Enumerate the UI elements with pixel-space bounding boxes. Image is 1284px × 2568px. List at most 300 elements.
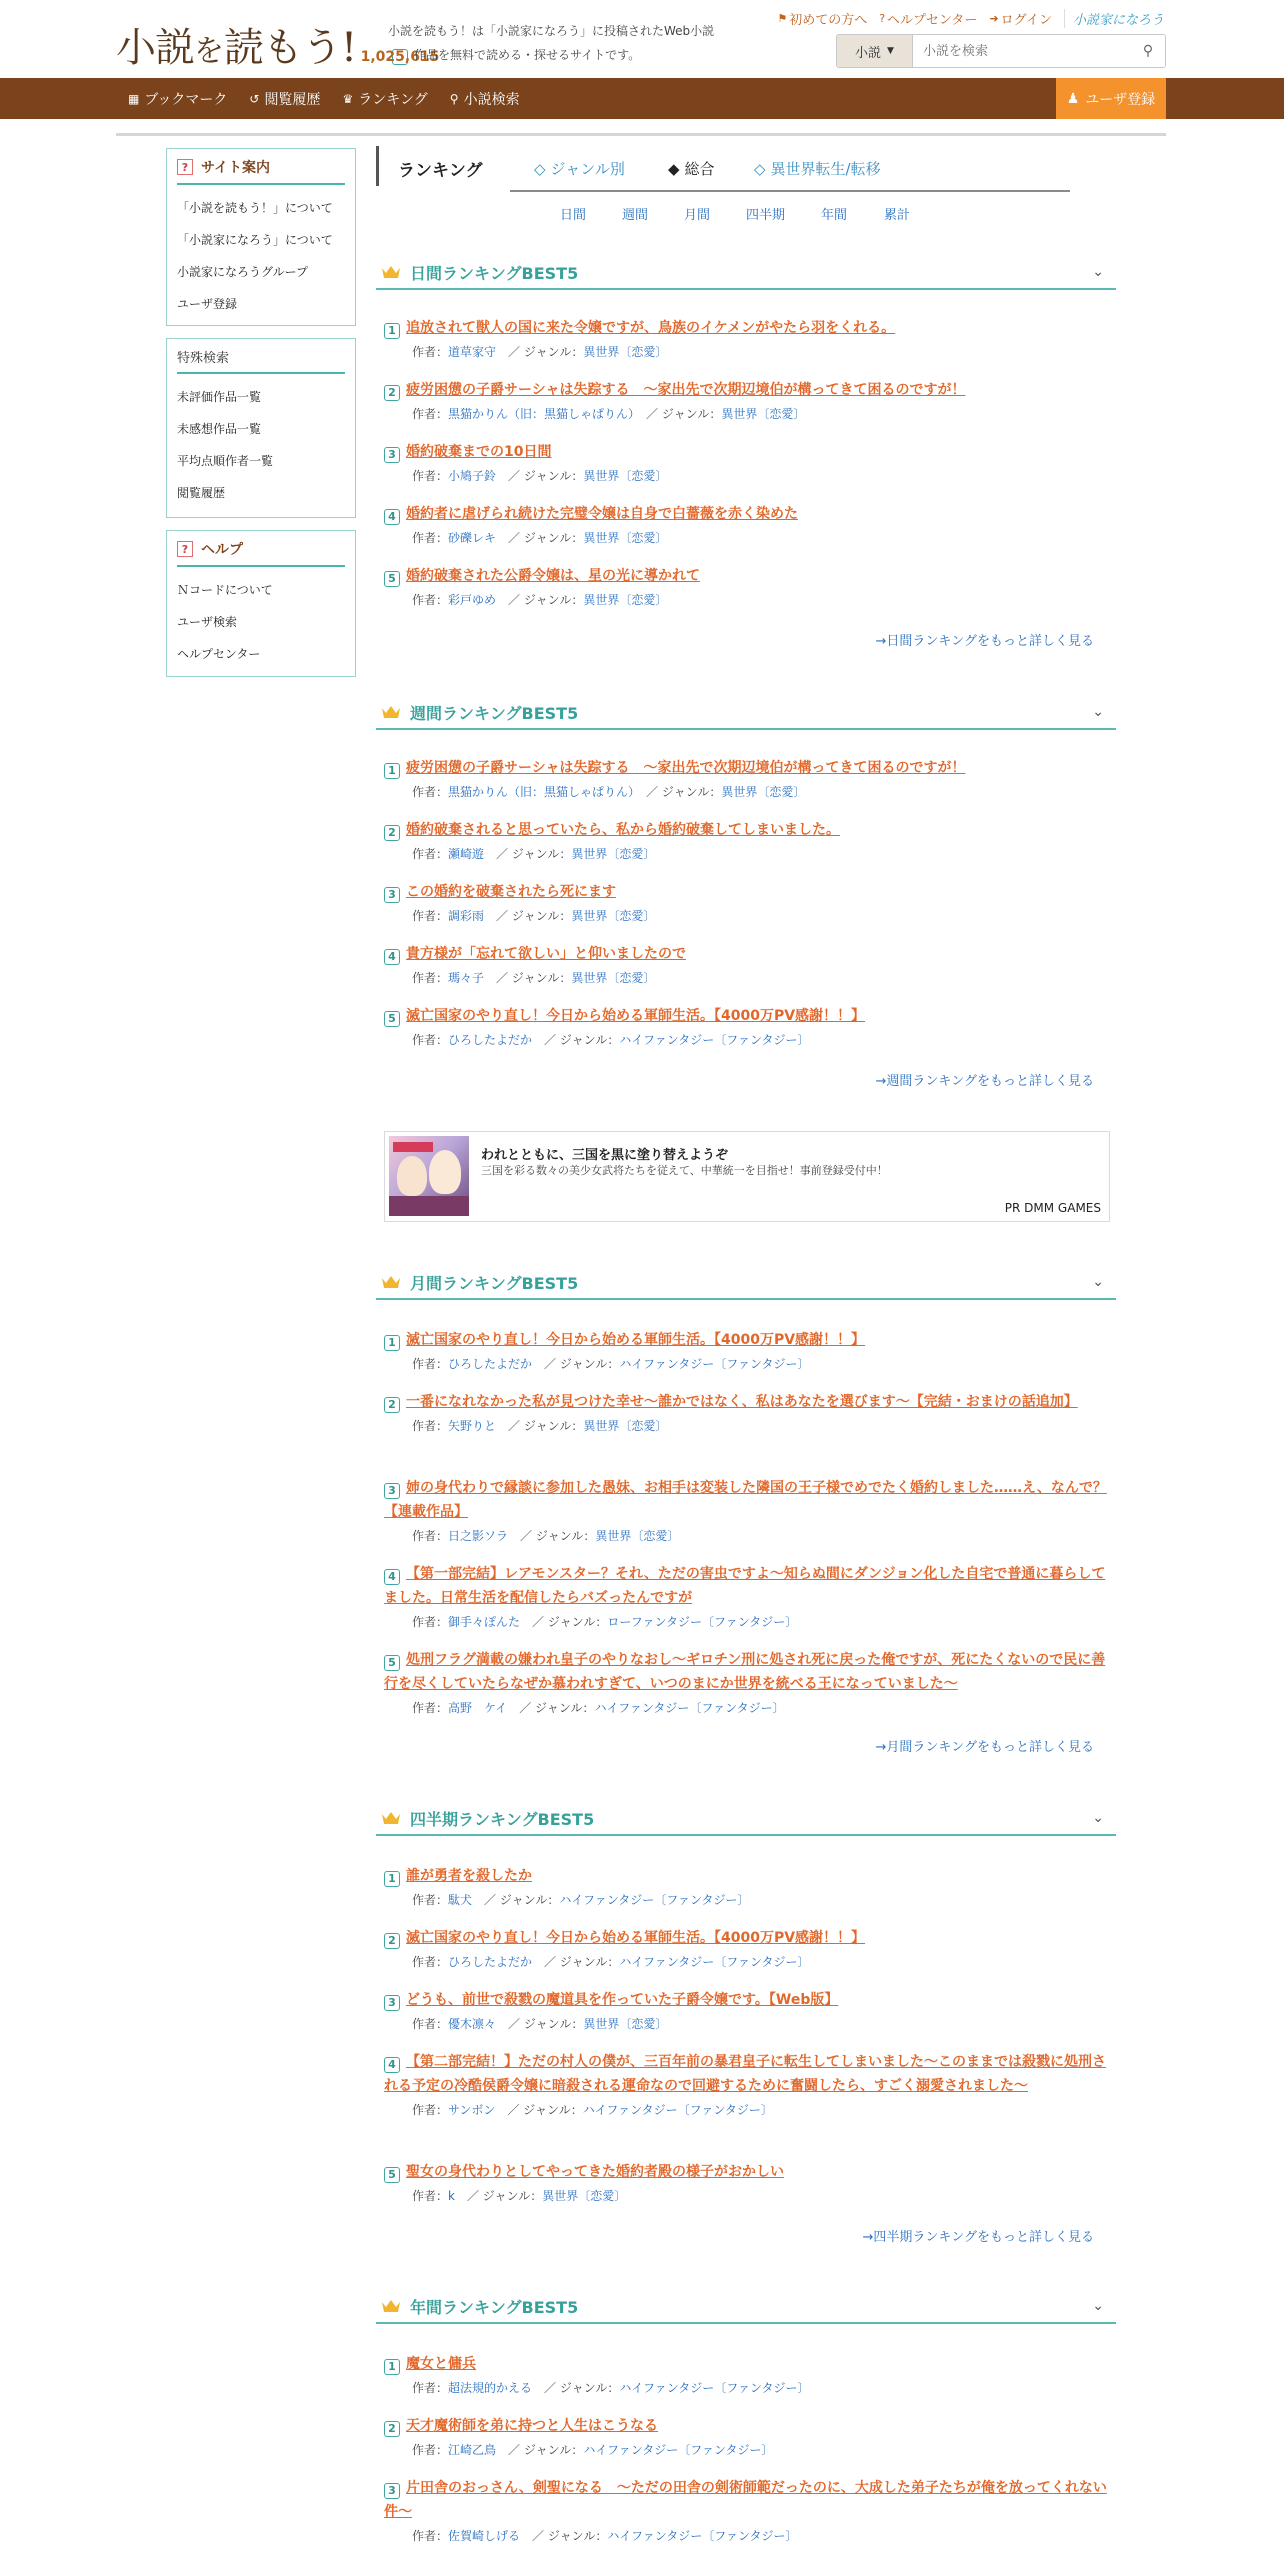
sidebar-special-search: [166, 338, 356, 518]
novel-title-link[interactable]: 婚約破棄されると思っていたら、私から婚約破棄してしまいました。: [406, 822, 840, 838]
logo-main: 小説: [116, 25, 194, 71]
genre-link[interactable]: 異世界〔恋愛〕: [721, 785, 806, 799]
diamond-outline-icon: ◇: [534, 159, 546, 178]
ranking-entry: [384, 880, 1110, 926]
login-icon: ➜: [989, 12, 999, 25]
rank-badge: 1: [384, 2359, 400, 2375]
rank-badge: 3: [384, 1995, 400, 2011]
ranking-tabs: [376, 146, 1096, 192]
entry-meta: [412, 968, 1110, 988]
author-label: 作者：: [412, 785, 449, 799]
ranking-entry: [384, 1004, 1110, 1050]
rank-badge: 1: [384, 323, 400, 339]
author-link[interactable]: 江崎乙鳥: [448, 2443, 497, 2457]
genre-label: ／ ジャンル：: [508, 469, 584, 483]
genre-link[interactable]: ハイファンタジー〔ファンタジー〕: [619, 2381, 810, 2395]
author-link[interactable]: 瀬崎遊: [448, 847, 485, 861]
more-daily-link[interactable]: →日間ランキングをもっと詳しく見る: [875, 634, 1094, 649]
novel-title-link[interactable]: どうも、前世で殺戮の魔道具を作っていた子爵令嬢です。【Web版】: [406, 1992, 839, 2008]
ranking-entry: [384, 2414, 1110, 2460]
search-type-value: 小説: [855, 45, 882, 61]
author-link[interactable]: 日之影ソラ: [448, 1529, 509, 1543]
sidebar-item-no-impressions[interactable]: 未感想作品一覧: [177, 421, 262, 436]
entry-meta: [412, 2014, 1110, 2034]
genre-label: ／ ジャンル：: [544, 1357, 620, 1371]
nav-divider: [116, 133, 1166, 136]
novel-title-link[interactable]: 魔女と傭兵: [406, 2356, 476, 2372]
author-label: 作者：: [412, 407, 449, 421]
tab-genre[interactable]: [534, 158, 625, 179]
nav-bookmark[interactable]: [128, 89, 227, 109]
genre-label: ／ ジャンル：: [507, 2103, 583, 2117]
sidebar-help: [166, 530, 356, 677]
beginners-link[interactable]: [777, 9, 867, 28]
novel-title-link[interactable]: 【第二部完結！】ただの村人の僕が、三百年前の暴君皇子に転生してしまいました～このままでは殺戮に処刑される予定の冷酷侯爵令嬢に暗殺される運命なので回避するために奮闘したら、すごく溺愛されました～: [384, 2054, 1106, 2094]
author-label: 作者：: [412, 345, 449, 359]
genre-label: ／ ジャンル：: [508, 2443, 584, 2457]
ranking-entry: [384, 1864, 1110, 1910]
ranking-entry: [384, 942, 1110, 988]
ad-description: 三国を彩る数々の美少女武将たちを従えて、中華統一を目指せ！事前登録受付中！: [481, 1164, 888, 1177]
section-title: 月間ランキングBEST5: [410, 1273, 579, 1293]
genre-link[interactable]: ローファンタジー〔ファンタジー〕: [607, 1615, 798, 1629]
sidebar-item-history[interactable]: 閲覧履歴: [177, 485, 226, 500]
crown-icon: [380, 703, 402, 721]
crown-icon: [380, 263, 402, 281]
period-monthly[interactable]: 月間: [684, 208, 711, 223]
ranking-entry: [384, 1390, 1110, 1436]
section-header[interactable]: [376, 256, 1116, 290]
author-link[interactable]: 瑪々子: [448, 971, 485, 985]
novel-title-link[interactable]: 【第一部完結】レアモンスター？それ、ただの害虫ですよ～知らぬ間にダンジョン化した自宅で普通に暮らしてました。日常生活を配信したらバズったんですが: [384, 1566, 1106, 1606]
author-link[interactable]: ひろしたよだか: [448, 1357, 533, 1371]
tab-overall[interactable]: [668, 158, 715, 179]
genre-label: ／ ジャンル：: [544, 1033, 620, 1047]
genre-label: ／ ジャンル：: [646, 785, 722, 799]
ranking-title: ランキング: [398, 161, 483, 181]
genre-link[interactable]: 異世界〔恋愛〕: [583, 1419, 668, 1433]
author-label: 作者：: [412, 2017, 449, 2031]
novel-title-link[interactable]: 滅亡国家のやり直し！今日から始める軍師生活。【4000万PV感謝！！】: [406, 1008, 866, 1024]
genre-link[interactable]: 異世界〔恋愛〕: [583, 531, 668, 545]
sidebar-item-user-search[interactable]: ユーザ検索: [177, 614, 238, 629]
list-icon: ▦: [128, 91, 140, 106]
chevron-down-icon[interactable]: ⌄: [1092, 1810, 1104, 1826]
novel-title-link[interactable]: 追放されて獣人の国に来た令嬢ですが、鳥族のイケメンがやたら羽をくれる。: [406, 320, 896, 336]
entry-meta: [412, 590, 1110, 610]
chevron-down-icon[interactable]: ⌄: [1092, 704, 1104, 720]
genre-label: ／ ジャンル：: [508, 2017, 584, 2031]
genre-link[interactable]: 異世界〔恋愛〕: [542, 2189, 627, 2203]
section-header[interactable]: [376, 696, 1116, 730]
genre-link[interactable]: ハイファンタジー〔ファンタジー〕: [559, 1893, 750, 1907]
period-quarterly[interactable]: 四半期: [746, 208, 786, 223]
author-label: 作者：: [412, 971, 449, 985]
novel-title-link[interactable]: 一番になれなかった私が見つけた幸せ〜誰かではなく、私はあなたを選びます〜【完結・おまけの話追加】: [406, 1394, 1078, 1410]
question-icon: ?: [177, 159, 193, 175]
author-label: 作者：: [412, 2189, 449, 2203]
genre-label: ／ ジャンル：: [544, 1955, 620, 1969]
rank-badge: 3: [384, 887, 400, 903]
crown-icon: ♛: [342, 91, 354, 106]
entry-meta: [412, 342, 1110, 362]
site-logo[interactable]: [116, 16, 356, 73]
ranking-entry: [384, 564, 1110, 610]
ad-pr-label: PR DMM GAMES: [1004, 1201, 1101, 1215]
author-label: 作者：: [412, 1955, 449, 1969]
search-type-select[interactable]: [837, 35, 913, 67]
author-link[interactable]: 黒猫かりん（旧：黒猫しゃぱりん）: [448, 407, 635, 421]
sidebar-item-avg-authors[interactable]: 平均点順作者一覧: [177, 453, 274, 468]
author-label: 作者：: [412, 1529, 449, 1543]
nav-search[interactable]: [450, 89, 520, 109]
period-yearly[interactable]: 年間: [821, 208, 848, 223]
section-title: 週間ランキングBEST5: [410, 703, 579, 723]
ranking-entry: [384, 2352, 1110, 2398]
genre-link[interactable]: ハイファンタジー〔ファンタジー〕: [583, 2443, 774, 2457]
genre-label: ／ ジャンル：: [508, 593, 584, 607]
genre-link[interactable]: ハイファンタジー〔ファンタジー〕: [594, 1701, 785, 1715]
nav-history[interactable]: [249, 89, 320, 109]
novel-title-link[interactable]: 天才魔術師を弟に持つと人生はこうなる: [406, 2418, 658, 2434]
author-link[interactable]: 佐賀崎しげる: [448, 2529, 521, 2543]
sidebar-site-guide: [166, 148, 356, 326]
chevron-down-icon[interactable]: ⌄: [1092, 264, 1104, 280]
genre-link[interactable]: 異世界〔恋愛〕: [583, 2017, 668, 2031]
author-link[interactable]: ひろしたよだか: [448, 1955, 533, 1969]
help-center-link-label: ヘルプセンター: [887, 13, 978, 28]
section-title: 日間ランキングBEST5: [410, 263, 579, 283]
section-title: 年間ランキングBEST5: [410, 2297, 579, 2317]
period-weekly[interactable]: 週間: [622, 208, 649, 223]
novel-title-link[interactable]: この婚約を破棄されたら死にます: [406, 884, 616, 900]
tab-isekai-label: 異世界転生/転移: [770, 160, 881, 178]
user-register-button[interactable]: [1056, 78, 1166, 119]
login-link[interactable]: [989, 9, 1052, 28]
crown-icon: [380, 2297, 402, 2315]
novel-title-link[interactable]: 誰が勇者を殺したか: [406, 1868, 532, 1884]
site-tagline: 小説を読もう！は「小説家になろう」に投稿されたWeb小説: [388, 24, 715, 38]
rank-badge: 2: [384, 1397, 400, 1413]
ranking-entry: [384, 502, 1110, 548]
entry-meta: [412, 2100, 1110, 2120]
author-link[interactable]: サンボン: [448, 2103, 496, 2117]
novel-count: 1,025,615: [360, 49, 440, 65]
author-link[interactable]: 彩戸ゆめ: [448, 593, 497, 607]
genre-link[interactable]: ハイファンタジー〔ファンタジー〕: [619, 1033, 810, 1047]
ranking-entry: [384, 1328, 1110, 1374]
genre-label: ／ ジャンル：: [520, 1529, 596, 1543]
rank-badge: 4: [384, 949, 400, 965]
beginners-link-label: 初めての方へ: [789, 13, 868, 28]
ranking-entry: [384, 2476, 1110, 2546]
more-monthly-link[interactable]: →月間ランキングをもっと詳しく見る: [875, 1740, 1094, 1755]
genre-link[interactable]: ハイファンタジー〔ファンタジー〕: [619, 1955, 810, 1969]
ranking-entry: [384, 316, 1110, 362]
chevron-down-icon[interactable]: ⌄: [1092, 1274, 1104, 1290]
search-icon: ⚲: [1142, 43, 1154, 59]
rank-badge: 4: [384, 509, 400, 525]
author-link[interactable]: 駄犬: [448, 1893, 473, 1907]
novel-title-link[interactable]: 婚約破棄された公爵令嬢は、星の光に導かれて: [406, 568, 700, 584]
rank-badge: 5: [384, 1655, 400, 1671]
author-label: 作者：: [412, 2529, 449, 2543]
ranking-entry: [384, 1562, 1110, 1632]
tab-genre-label: ジャンル別: [550, 160, 625, 178]
author-link[interactable]: 超法規的かえる: [448, 2381, 533, 2395]
login-link-label: ログイン: [1000, 13, 1052, 28]
genre-link[interactable]: 異世界〔恋愛〕: [571, 909, 656, 923]
novel-count-line: [360, 46, 641, 65]
novel-title-link[interactable]: 片田舎のおっさん、剣聖になる ～ただの田舎の剣術師範だったのに、大成した弟子たちが俺を放ってくれない件～: [384, 2480, 1107, 2520]
genre-link[interactable]: 異世界〔恋愛〕: [721, 407, 806, 421]
sidebar-help-heading: [177, 539, 345, 567]
genre-label: ／ ジャンル：: [496, 847, 572, 861]
help-center-link[interactable]: [879, 9, 977, 28]
sidebar-item-about-yomou[interactable]: 「小説を読もう！」について: [177, 200, 333, 215]
yearly-ranking-section: [376, 2290, 1116, 2568]
author-label: 作者：: [412, 469, 449, 483]
author-link[interactable]: 高野 ケイ: [448, 1701, 508, 1715]
author-link[interactable]: ひろしたよだか: [448, 1033, 533, 1047]
rank-badge: 3: [384, 2483, 400, 2499]
novel-title-link[interactable]: 婚約者に虐げられ続けた完璧令嬢は自身で白薔薇を赤く染めた: [406, 506, 798, 522]
rank-badge: 3: [384, 447, 400, 463]
entry-meta: [412, 1416, 1110, 1436]
chevron-down-icon[interactable]: ⌄: [1092, 2298, 1104, 2314]
genre-link[interactable]: ハイファンタジー〔ファンタジー〕: [619, 1357, 810, 1371]
site-header: [0, 0, 1284, 78]
select-arrow-icon: ▼: [887, 46, 894, 56]
rank-badge: 5: [384, 1011, 400, 1027]
genre-link[interactable]: ハイファンタジー〔ファンタジー〕: [582, 2103, 773, 2117]
search-icon: ⚲: [449, 91, 459, 106]
monthly-ranking-section: [376, 1266, 1116, 1766]
novel-title-link[interactable]: 姉の身代わりで縁談に参加した愚妹、お相手は変装した隣国の王子様でめでたく婚約しました……え、なんで？【連載作品】: [384, 1480, 1107, 1520]
section-header[interactable]: [376, 1266, 1116, 1300]
sidebar-site-guide-heading: [177, 157, 345, 185]
author-link[interactable]: 優木凛々: [448, 2017, 497, 2031]
entry-meta: [412, 2378, 1110, 2398]
sidebar-item-narou-group[interactable]: 小説家になろうグループ: [177, 264, 309, 279]
genre-label: ／ ジャンル：: [508, 531, 584, 545]
entry-meta: [412, 1354, 1110, 1374]
tab-isekai[interactable]: [754, 158, 881, 179]
search-bar: [836, 34, 1166, 68]
entry-meta: [412, 528, 1110, 548]
genre-label: ／ ジャンル：: [508, 1419, 584, 1433]
period-total[interactable]: 累計: [884, 208, 911, 223]
genre-link[interactable]: 異世界〔恋愛〕: [571, 971, 656, 985]
novel-title-link[interactable]: 疲労困憊の子爵サーシャは失踪する 〜家出先で次期辺境伯が構ってきて困るのですが！: [406, 760, 966, 776]
more-weekly-link[interactable]: →週間ランキングをもっと詳しく見る: [875, 1074, 1094, 1089]
author-label: 作者：: [412, 2443, 449, 2457]
ranking-entry: [384, 756, 1110, 802]
ad-banner[interactable]: [384, 1131, 1110, 1222]
ad-title: われとともに、三国を黒に塗り替えようぞ: [481, 1148, 729, 1163]
entry-meta: [412, 2186, 1110, 2206]
author-label: 作者：: [412, 1419, 449, 1433]
author-label: 作者：: [412, 1615, 449, 1629]
author-link[interactable]: 矢野りと: [448, 1419, 497, 1433]
entry-meta: [412, 1612, 1110, 1632]
author-link[interactable]: 砂礫レキ: [448, 531, 497, 545]
nav-search-label: 小説検索: [463, 91, 520, 108]
sidebar-site-guide-title: サイト案内: [201, 160, 271, 176]
genre-link[interactable]: 異世界〔恋愛〕: [571, 847, 656, 861]
genre-link[interactable]: 異世界〔恋愛〕: [595, 1529, 680, 1543]
author-link[interactable]: 道草家守: [448, 345, 497, 359]
author-link[interactable]: 黒猫かりん（旧：黒猫しゃぱりん）: [448, 785, 635, 799]
genre-label: ／ ジャンル：: [484, 1893, 560, 1907]
ranking-entry: [384, 1926, 1110, 1972]
logo-mid: を: [194, 34, 224, 69]
novel-title-link[interactable]: 滅亡国家のやり直し！今日から始める軍師生活。【4000万PV感謝！！】: [406, 1930, 866, 1946]
rank-badge: 4: [384, 2057, 400, 2073]
genre-link[interactable]: ハイファンタジー〔ファンタジー〕: [607, 2529, 798, 2543]
ranking-entry: [384, 1476, 1110, 1546]
author-label: 作者：: [412, 909, 449, 923]
rank-badge: 5: [384, 2167, 400, 2183]
ranking-entry: [384, 1988, 1110, 2034]
diamond-outline-icon: ◇: [754, 159, 766, 178]
author-label: 作者：: [412, 531, 449, 545]
sidebar-special-search-heading: [177, 347, 345, 374]
genre-label: ／ ジャンル：: [544, 2381, 620, 2395]
daily-ranking-section: [376, 256, 1116, 656]
sidebar-item-unrated[interactable]: 未評価作品一覧: [177, 389, 262, 404]
novel-title-link[interactable]: 貴方様が「忘れて欲しい」と仰いましたので: [406, 946, 686, 962]
genre-link[interactable]: 異世界〔恋愛〕: [583, 469, 668, 483]
nav-ranking-label: ランキング: [358, 91, 428, 108]
rank-badge: 1: [384, 1335, 400, 1351]
diamond-filled-icon: ◆: [668, 159, 680, 178]
genre-link[interactable]: 異世界〔恋愛〕: [583, 345, 668, 359]
sidebar-item-user-register[interactable]: ユーザ登録: [177, 296, 238, 311]
quarterly-ranking-section: [376, 1802, 1116, 2262]
novel-title-link[interactable]: 疲労困憊の子爵サーシャは失踪する 〜家出先で次期辺境伯が構ってきて困るのですが！: [406, 382, 966, 398]
crown-icon: [380, 1809, 402, 1827]
narou-partner-logo[interactable]: 小説家になろう: [1064, 9, 1164, 28]
author-link[interactable]: 調彩雨: [448, 909, 485, 923]
question-circle-icon: ?: [879, 12, 886, 25]
section-title: 四半期ランキングBEST5: [410, 1809, 595, 1829]
author-label: 作者：: [412, 593, 449, 607]
genre-label: ／ ジャンル：: [466, 2189, 543, 2203]
author-label: 作者：: [412, 847, 449, 861]
ranking-entry: [384, 1648, 1110, 1718]
entry-meta: [412, 2526, 1110, 2546]
genre-label: ／ ジャンル：: [646, 407, 722, 421]
ranking-tabs-underline: [510, 190, 1070, 192]
novel-title-link[interactable]: 処刑フラグ満載の嫌われ皇子のやりなおし～ギロチン刑に処され死に戻った俺ですが、死にたくないので民に善行を尽くしていたらなぜか慕われすぎて、いつのまにか世界を統べる王になっていました～: [384, 1652, 1106, 1692]
entry-meta: [412, 782, 1110, 802]
more-quarterly-link[interactable]: →四半期ランキングをもっと詳しく見る: [862, 2230, 1094, 2245]
ranking-entry: [384, 2160, 1110, 2206]
sidebar-help-title: ヘルプ: [201, 542, 243, 558]
weekly-ranking-section: [376, 696, 1116, 1096]
entry-meta: [412, 844, 1110, 864]
rank-badge: 2: [384, 1933, 400, 1949]
header-links: [777, 9, 1164, 28]
novel-title-link[interactable]: 滅亡国家のやり直し！今日から始める軍師生活。【4000万PV感謝！！】: [406, 1332, 866, 1348]
entry-meta: [412, 1890, 1110, 1910]
sidebar-item-help-center[interactable]: ヘルプセンター: [177, 646, 261, 661]
author-link[interactable]: k: [448, 2189, 455, 2203]
author-label: 作者：: [412, 1893, 449, 1907]
genre-label: ／ ジャンル：: [532, 1615, 608, 1629]
author-label: 作者：: [412, 1033, 449, 1047]
entry-meta: [412, 466, 1110, 486]
genre-label: ／ ジャンル：: [508, 345, 584, 359]
author-link[interactable]: 小鳩子鈴: [448, 469, 497, 483]
rank-badge: 1: [384, 763, 400, 779]
entry-meta: [412, 1526, 1110, 1546]
section-header[interactable]: [376, 2290, 1116, 2324]
genre-label: ／ ジャンル：: [519, 1701, 595, 1715]
section-header[interactable]: [376, 1802, 1116, 1836]
author-label: 作者：: [412, 2381, 449, 2395]
author-label: 作者：: [412, 1701, 449, 1715]
genre-label: ／ ジャンル：: [496, 909, 572, 923]
nav-ranking[interactable]: [342, 89, 427, 109]
rank-badge: 4: [384, 1569, 400, 1585]
novel-title-link[interactable]: 婚約破棄までの10日間: [406, 444, 552, 460]
ranking-title-bar: [376, 146, 379, 186]
genre-label: ／ ジャンル：: [532, 2529, 608, 2543]
author-label: 作者：: [412, 2103, 449, 2117]
logo-read: 読もう: [224, 25, 341, 71]
entry-meta: [412, 1698, 1110, 1718]
bookmark-flag-icon: ⚑: [777, 12, 788, 25]
period-daily[interactable]: 日間: [560, 208, 587, 223]
nav-bookmark-label: ブックマーク: [144, 91, 228, 108]
search-button[interactable]: [1131, 35, 1165, 67]
ad-thumbnail: [389, 1136, 469, 1216]
rank-badge: 5: [384, 571, 400, 587]
sidebar-item-about-narou[interactable]: 「小説家になろう」について: [177, 232, 333, 247]
ranking-entry: [384, 2050, 1110, 2120]
rank-badge: 3: [384, 1483, 400, 1499]
entry-meta: [412, 1952, 1110, 1972]
crown-icon: [380, 1273, 402, 1291]
genre-link[interactable]: 異世界〔恋愛〕: [583, 593, 668, 607]
ranking-entry: [384, 378, 1110, 424]
entry-meta: [412, 404, 1110, 424]
novel-count-suffix: 作品を無料で読める・探せるサイトです。: [414, 48, 641, 62]
ranking-entry: [384, 818, 1110, 864]
user-register-label: ユーザ登録: [1085, 91, 1156, 108]
genre-label: ／ ジャンル：: [496, 971, 572, 985]
main-nav: [0, 78, 1284, 119]
rank-badge: 1: [384, 1871, 400, 1887]
tab-overall-label: 総合: [684, 160, 715, 178]
rank-badge: 2: [384, 2421, 400, 2437]
sidebar-item-ncode[interactable]: Ｎコードについて: [177, 582, 273, 597]
history-icon: ↺: [249, 91, 260, 106]
entry-meta: [412, 2440, 1110, 2460]
ranking-entry: [384, 440, 1110, 486]
entry-meta: [412, 1030, 1110, 1050]
rank-badge: 2: [384, 385, 400, 401]
search-input[interactable]: [913, 35, 1131, 67]
author-label: 作者：: [412, 1357, 449, 1371]
question-icon: ?: [177, 541, 193, 557]
entry-meta: [412, 906, 1110, 926]
novel-title-link[interactable]: 聖女の身代わりとしてやってきた婚約者殿の様子がおかしい: [406, 2164, 784, 2180]
logo-end: !: [341, 25, 357, 71]
author-link[interactable]: 御手々ぽんた: [448, 1615, 521, 1629]
